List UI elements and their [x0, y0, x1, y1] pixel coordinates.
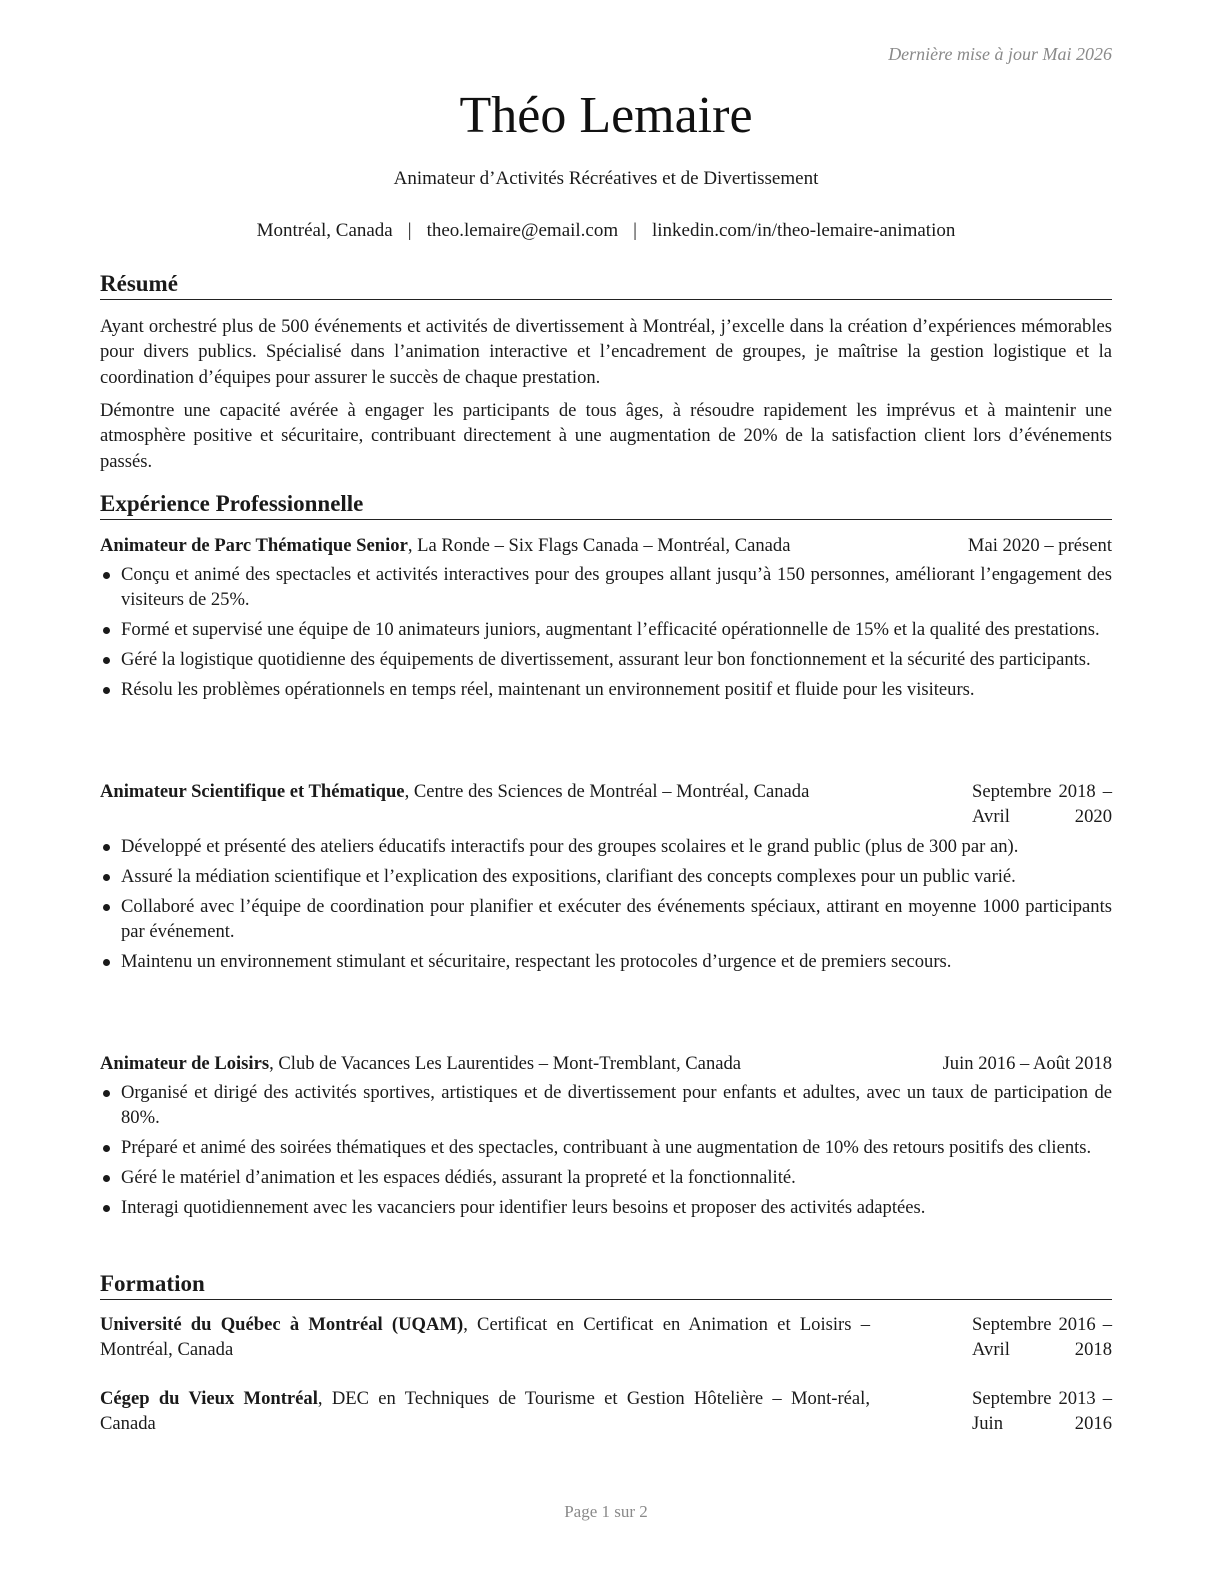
- bullet-icon: [103, 627, 110, 634]
- list-item: Interagi quotidiennement avec les vacanciers pour identifier leurs besoins et proposer des activités adaptées.: [100, 1195, 1112, 1220]
- bullet-icon: [103, 657, 110, 664]
- list-item: Résolu les problèmes opérationnels en temps réel, maintenant un environnement positif et fluide pour les visiteurs.: [100, 677, 1112, 702]
- education-detail: , Certificat en Certificat en Animation et Loisirs – Montréal, Canada: [100, 1314, 870, 1360]
- list-item: Préparé et animé des soirées thématiques et des spectacles, contribuant à une augmentation de 10% des retours positifs des clients.: [100, 1135, 1112, 1160]
- bullet-icon: [103, 687, 110, 694]
- job-bullets: [100, 834, 1112, 979]
- education-title-line: [100, 1312, 870, 1362]
- list-item: Assuré la médiation scientifique et l’explication des expositions, clarifiant des concepts complexes pour un public varié.: [100, 864, 1112, 889]
- section-heading-summary: Résumé: [100, 270, 1112, 300]
- contact-location: Montréal, Canada: [256, 220, 393, 241]
- contact-email[interactable]: theo.lemaire@email.com: [426, 220, 619, 241]
- page-number: Page 1 sur 2: [564, 1502, 648, 1521]
- education-dates: Septembre 2016 – Avril 2018: [972, 1314, 1112, 1360]
- summary-paragraph: Démontre une capacité avérée à engager les participants de tous âges, à résoudre rapidement les imprévus et à maintenir une atmosphère positive et sécuritaire, contribuant directement à une augmentation de 20% de la satisfaction client lors d’événements passés.: [100, 400, 1112, 472]
- contact-separator: |: [633, 220, 637, 241]
- list-item: Conçu et animé des spectacles et activités interactives pour des groupes allant jusqu’à 150 personnes, améliorant l’engagement des visiteurs de 25%.: [100, 562, 1112, 612]
- candidate-title: Animateur d’Activités Récréatives et de Divertissement: [393, 168, 819, 189]
- school-name: Cégep du Vieux Montréal: [100, 1388, 318, 1409]
- bullet-icon: [103, 1145, 110, 1152]
- education-dates: Septembre 2013 – Juin 2016: [972, 1388, 1112, 1434]
- bullet-icon: [103, 1175, 110, 1182]
- list-item: Géré la logistique quotidienne des équipements de divertissement, assurant leur bon fonctionnement et la sécurité des participants.: [100, 647, 1112, 672]
- bullet-icon: [103, 874, 110, 881]
- resume-page: [100, 0, 1112, 1584]
- school-name: Université du Québec à Montréal (UQAM): [100, 1314, 464, 1335]
- education-title-line: [100, 1386, 870, 1436]
- section-heading-experience: Expérience Professionnelle: [100, 490, 1112, 520]
- list-item: Organisé et dirigé des activités sportives, artistiques et de divertissement pour enfants et adultes, avec un taux de participation de 80%.: [100, 1080, 1112, 1130]
- job-title-line: [100, 779, 870, 804]
- contact-separator: |: [407, 220, 412, 241]
- job-org: , Club de Vacances Les Laurentides – Mont-Tremblant, Canada: [269, 1053, 742, 1074]
- bullet-icon: [103, 1205, 110, 1212]
- candidate-name: Théo Lemaire: [459, 87, 753, 144]
- job-org: , La Ronde – Six Flags Canada – Montréal, Canada: [407, 535, 791, 556]
- job-header: [100, 533, 1112, 558]
- bullet-icon: [103, 904, 110, 911]
- job-bullets: [100, 562, 1112, 707]
- job-role: Animateur de Parc Thématique Senior: [100, 535, 408, 556]
- list-item: Développé et présenté des ateliers éducatifs interactifs pour des groupes scolaires et le grand public (plus de 300 par an).: [100, 834, 1112, 859]
- section-heading-education: Formation: [100, 1270, 1112, 1300]
- bullet-icon: [103, 844, 110, 851]
- list-item: Collaboré avec l’équipe de coordination pour planifier et exécuter des événements spéciaux, attirant en moyenne 1000 participants par événement.: [100, 894, 1112, 944]
- bullet-icon: [103, 1090, 110, 1097]
- contact-linkedin[interactable]: linkedin.com/in/theo-lemaire-animation: [651, 220, 956, 241]
- job-dates: Mai 2020 – présent: [967, 535, 1112, 556]
- job-org: , Centre des Sciences de Montréal – Montréal, Canada: [404, 781, 810, 802]
- contact-line: [100, 219, 1112, 243]
- list-item: Maintenu un environnement stimulant et sécuritaire, respectant les protocoles d’urgence et de premiers secours.: [100, 949, 1112, 974]
- list-item: Géré le matériel d’animation et les espaces dédiés, assurant la propreté et la fonctionnalité.: [100, 1165, 1112, 1190]
- job-bullets: [100, 1080, 1112, 1225]
- last-updated: Dernière mise à jour Mai 2026: [888, 44, 1112, 64]
- job-dates: Juin 2016 – Août 2018: [942, 1053, 1112, 1074]
- bullet-icon: [103, 572, 110, 579]
- job-header: [100, 1051, 1112, 1076]
- job-role: Animateur Scientifique et Thématique: [100, 781, 405, 802]
- job-dates: Septembre 2018 – Avril 2020: [972, 781, 1112, 827]
- summary-paragraph: Ayant orchestré plus de 500 événements et activités de divertissement à Montréal, j’excelle dans la création d’expériences mémorables pour divers publics. Spécialisé dans l’animation interactive et l’encadrement de groupes, je maîtrise la gestion logistique et la coordination d’équipes pour assurer le succès de chaque prestation.: [100, 316, 1112, 388]
- list-item: Formé et supervisé une équipe de 10 animateurs juniors, augmentant l’efficacité opérationnelle de 15% et la qualité des prestations.: [100, 617, 1112, 642]
- education-detail: , DEC en Techniques de Tourisme et Gestion Hôtelière – Mont-réal, Canada: [100, 1388, 870, 1434]
- bullet-icon: [103, 959, 110, 966]
- job-role: Animateur de Loisirs: [100, 1053, 270, 1074]
